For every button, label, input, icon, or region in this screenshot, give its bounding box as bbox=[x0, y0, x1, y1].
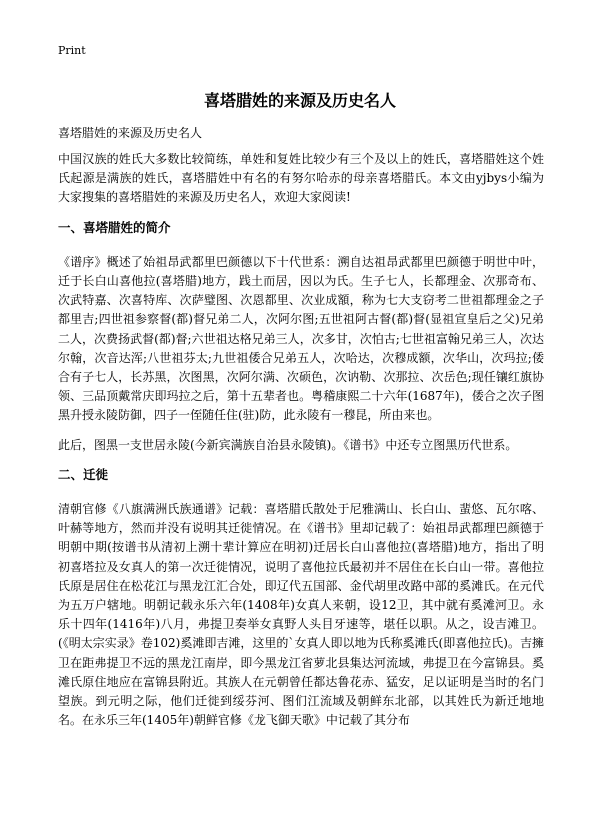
page-subtitle: 喜塔腊姓的来源及历史名人 bbox=[58, 126, 203, 140]
section-heading-intro: 一、喜塔腊姓的简介 bbox=[58, 219, 171, 235]
section-heading-migration: 二、迁徙 bbox=[58, 466, 109, 482]
section1-paragraph-2: 此后，图黑一支世居永陵(今新宾满族自治县永陵镇)。《谱书》中还专立图黑历代世系。 bbox=[58, 437, 518, 452]
section2-paragraph-1: 清朝官修《八旗满洲氏族通谱》记载：喜塔腊氏散处于尼雅满山、长白山、蜚悠、瓦尔喀、叶赫等地方，然而并没有说明其迁徙情况。在《谱书》里却记载了：始祖昂武都理巴颜德于明朝中期(按谱书从清初上溯十辈计算应在明初)迁居长白山喜他拉(喜塔腊)地方，指出了明初喜塔拉及女真人的第一次迁徙情况，说明了喜他拉氏最初并不居住在长白山一带。喜他拉氏原是居住在松花江与黑龙江汇合处，即辽代五国部、金代胡里改路中部的奚滩氏。在元代为五万户辖地。明朝记载永乐六年(1408年)女真人来朝，设12卫，其中就有奚滩河卫。永乐十四年(1416年)八月，弗提卫奏举女真野人头目牙速等，堪任以职。从之，设吉滩卫。(《明太宗实录》卷102)奚滩即吉滩，这里的`女真人即以地为氏称奚滩氏(即喜他拉氏)。吉擁卫在距弗提卫不远的黑龙江南岸，即今黑龙江省萝北县集达河流域，弗提卫在今富锦县。奚滩氏原住地应在富锦县附近。其族人在元朝曾任都达鲁花赤、猛安，足以证明是当时的名门望族。到元明之际，他们迁徙到绥芬河、图们江流域及朝鲜东北部，以其姓氏为新迁地地名。在永乐三年(1405年)朝鲜官修《龙飞御天歌》中记载了其分布 bbox=[58, 502, 544, 728]
section1-paragraph-1: 《谱序》概述了始祖昂武都里巴颜德以下十代世系：溯自达祖昂武都里巴颜德于明世中叶，迁于长白山喜他拉(喜塔腊)地方，践土而居，因以为氏。生子七人，长都理金、次那奇布、次武特嘉、次喜特库、次萨璧图、次恩都里、次业成額，称为七大支窃考二世祖都理金之子都里吉;四世祖参察督(都)督兄弟二人，次阿尔图;五世祖阿古督(都)督(显祖宣皇后之父)兄弟二人，次费扬武督(都)督;六世祖达格兄弟三人，次多甘，次怕古;七世祖富翰兄弟三人，次达尔翰，次音达浑;八世祖芬太;九世祖倭合兄弟五人，次哈达，次穆成额，次华山，次玛拉;倭合有子七人，长苏黑，次图黑，次阿尔满、次硕色，次讷勒、次那拉、次岳色;现任镶红旗协领、三品顶戴常庆即玛拉之后，第十五辈者也。粤稽康熙二十六年(1687年)，倭合之次子图黑升授永陵防御，四子一侄随任住(驻)防，此永陵有一穆昆，所由来也。 bbox=[58, 254, 544, 423]
print-link[interactable]: Print bbox=[58, 44, 86, 57]
page-title: 喜塔腊姓的来源及历史名人 bbox=[203, 91, 396, 110]
intro-paragraph: 中国汉族的姓氏大多数比较简练，单姓和复姓比较少有三个及以上的姓氏，喜塔腊姓这个姓氏起源是满族的姓氏，喜塔腊姓中有名的有努尔哈赤的母亲喜塔腊氏。本文由yjbys小编为大家搜集的喜塔腊姓的来源及历史名人，欢迎大家阅读! bbox=[58, 152, 544, 205]
article-body bbox=[58, 150, 544, 740]
